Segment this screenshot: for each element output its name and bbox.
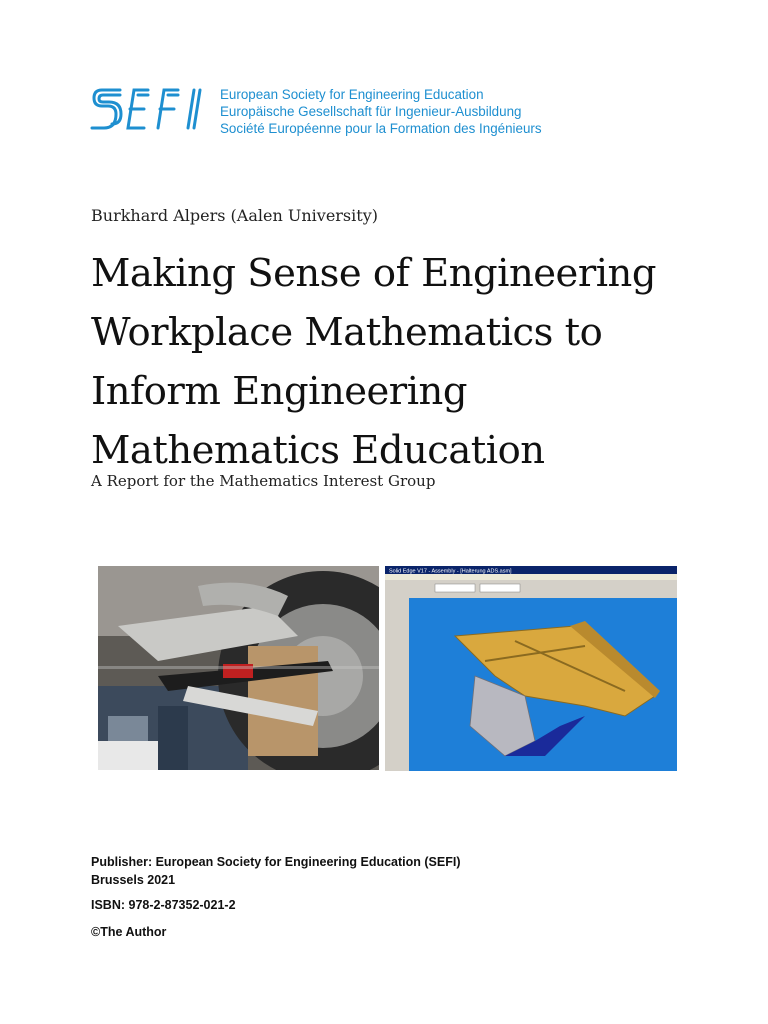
author-line: Burkhard Alpers (Aalen University)	[91, 206, 378, 225]
publisher-line: Publisher: European Society for Engineering Education (SEFI)	[91, 855, 461, 869]
sefi-logo-icon	[90, 86, 206, 132]
title-line: Workplace Mathematics to	[91, 310, 603, 355]
publisher-info	[91, 853, 461, 889]
organisation-names	[220, 86, 570, 137]
cad-window-title: Solid Edge V17 - Assembly - [Halterung ADS.asm]	[389, 568, 512, 575]
publication-place-year: Brussels 2021	[91, 873, 176, 887]
org-name-de: Europäische Gesellschaft für Ingenieur-Ausbildung	[220, 104, 522, 119]
car-suspension-photo	[98, 566, 379, 770]
org-name-fr: Société Européenne pour la Formation des Ingénieurs	[220, 121, 542, 136]
title-line: Making Sense of Engineering	[91, 251, 656, 296]
isbn: ISBN: 978-2-87352-021-2	[91, 898, 236, 912]
copyright: ©The Author	[91, 925, 167, 939]
cad-software-screenshot	[385, 566, 677, 771]
document-title	[91, 244, 731, 480]
title-line: Inform Engineering	[91, 369, 467, 414]
title-line: Mathematics Education	[91, 428, 545, 473]
sefi-logo	[90, 86, 570, 134]
document-subtitle: A Report for the Mathematics Interest Group	[91, 472, 436, 490]
org-name-en: European Society for Engineering Education	[220, 87, 484, 102]
